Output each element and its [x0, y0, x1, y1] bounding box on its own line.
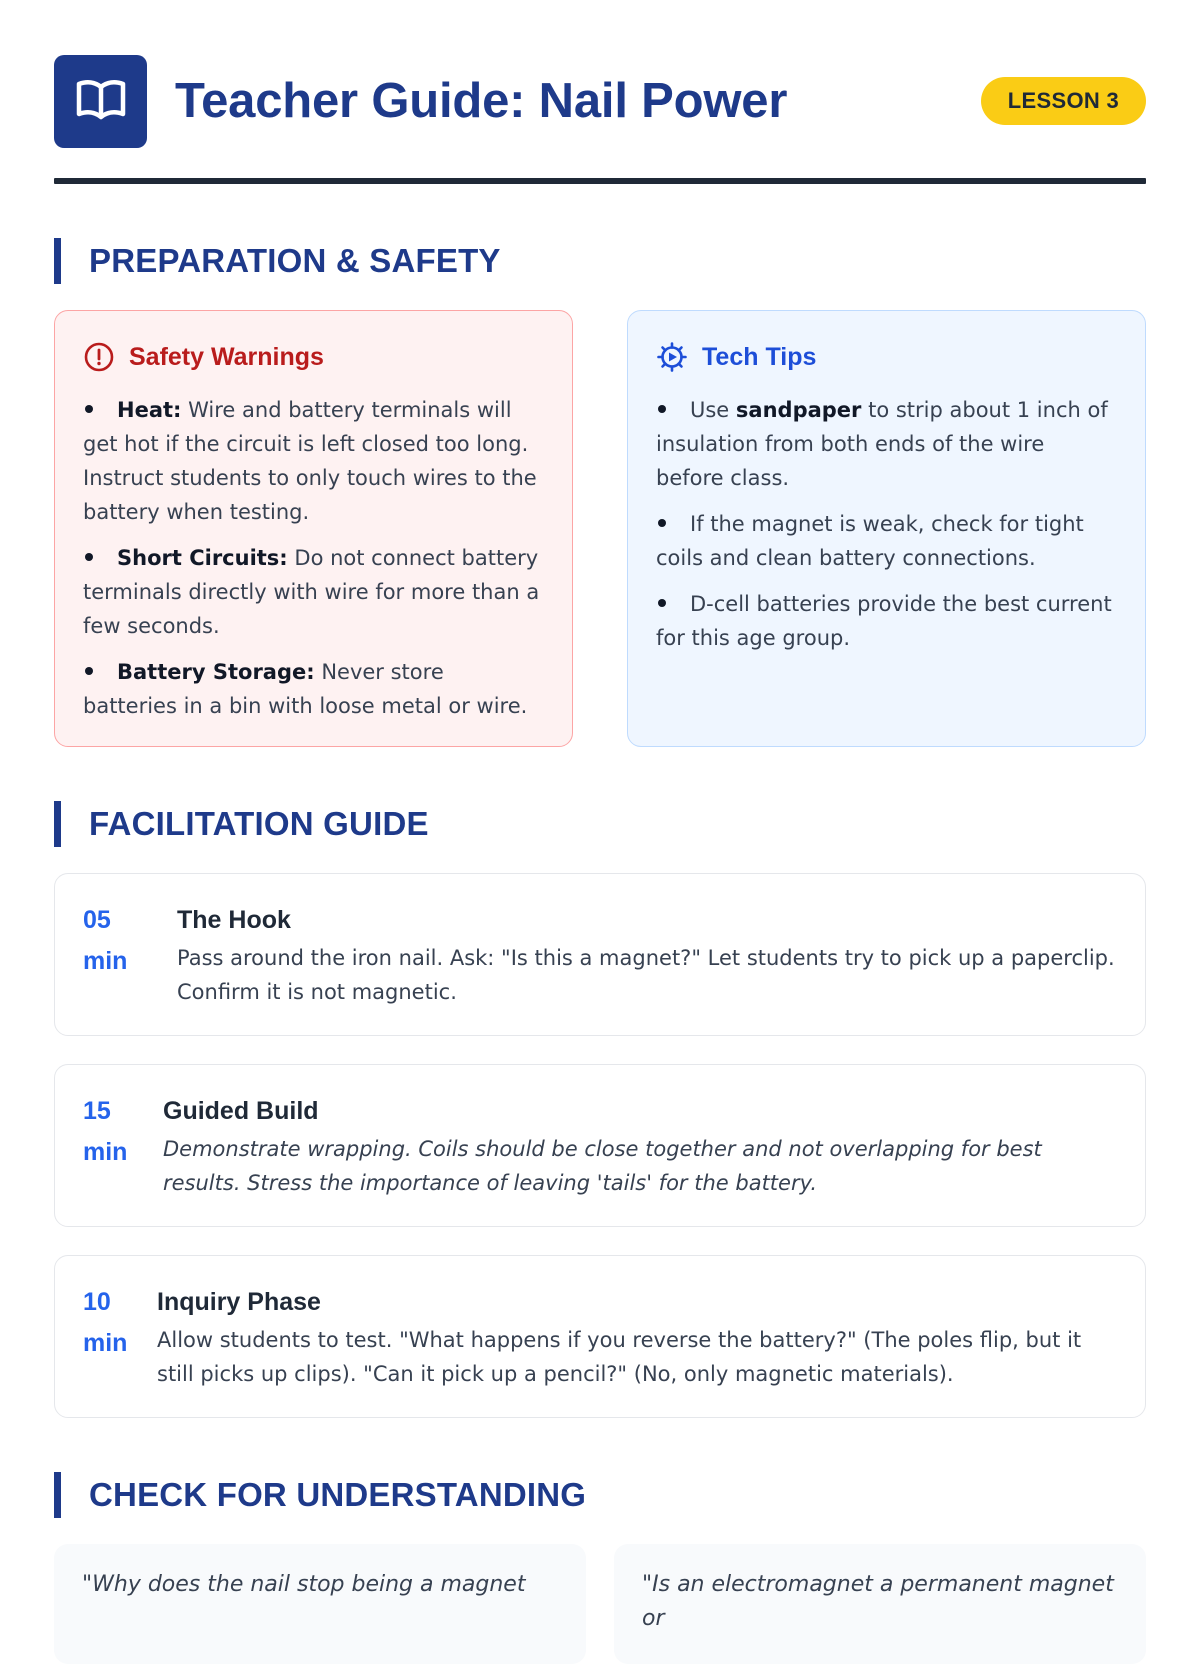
question-text: "Is an electromagnet a permanent magnet or: [642, 1572, 1114, 1631]
safety-card-header: [83, 341, 544, 373]
question-text: "Why does the nail stop being a magnet: [82, 1572, 526, 1597]
step-duration: 15 min: [83, 1097, 128, 1166]
tech-tips-card: [627, 310, 1146, 747]
question-card: [614, 1544, 1146, 1664]
open-book-icon: [54, 55, 147, 148]
step-duration: 05 min: [83, 906, 128, 975]
tips-card-header: [656, 341, 1117, 373]
timeline-step: [54, 1064, 1146, 1227]
step-body: [163, 1091, 1117, 1200]
question-cards: [54, 1544, 1146, 1664]
section-title: PREPARATION & SAFETY: [89, 242, 501, 279]
safety-item: Short Circuits: Do not connect battery terminals directly with wire for more than a few seconds.: [83, 546, 540, 638]
page-header: [54, 54, 1146, 148]
step-body: [157, 1282, 1117, 1391]
section-preparation: [54, 238, 1146, 284]
gear-icon: [656, 341, 688, 373]
question-card: [54, 1544, 586, 1664]
section-title: FACILITATION GUIDE: [89, 805, 429, 842]
tip-item: Use sandpaper to strip about 1 inch of insulation from both ends of the wire before class.: [656, 398, 1108, 490]
tip-item: If the magnet is weak, check for tight coils and clean battery connections.: [656, 512, 1084, 570]
alert-circle-icon: [83, 341, 115, 373]
safety-list: [83, 393, 544, 723]
lesson-badge: LESSON 3: [981, 77, 1146, 125]
section-accent-bar: [54, 1472, 61, 1518]
step-body: [163, 900, 1117, 1009]
safety-warnings-card: [54, 310, 573, 747]
tips-list: [656, 393, 1117, 655]
timeline-step: [54, 1255, 1146, 1418]
facilitation-steps: [54, 873, 1146, 1418]
page-title: Teacher Guide: Nail Power: [175, 74, 788, 128]
section-accent-bar: [54, 238, 61, 284]
section-title: CHECK FOR UNDERSTANDING: [89, 1476, 587, 1513]
section-accent-bar: [54, 801, 61, 847]
tips-card-title: Tech Tips: [702, 342, 817, 371]
step-description: Pass around the iron nail. Ask: "Is this a magnet?" Let students try to pick up a paperclip. Confirm it is not magnetic.: [177, 946, 1115, 1004]
step-description: Demonstrate wrapping. Coils should be close together and not overlapping for best results. Stress the importance of leaving 'tails' for the battery.: [163, 1137, 1042, 1195]
preparation-cards: [54, 310, 1146, 747]
step-title: Inquiry Phase: [157, 1288, 321, 1316]
timeline-step: [54, 873, 1146, 1036]
step-title: The Hook: [177, 906, 291, 934]
safety-card-title: Safety Warnings: [129, 342, 324, 371]
header-divider: [54, 178, 1146, 184]
tip-item: D-cell batteries provide the best current for this age group.: [656, 592, 1112, 650]
safety-item: Battery Storage: Never store batteries in a bin with loose metal or wire.: [83, 660, 528, 718]
safety-item: Heat: Wire and battery terminals will get hot if the circuit is left closed too long. Instruct students to only touch wires to the battery when testing.: [83, 398, 537, 524]
section-facilitation: [54, 801, 1146, 847]
step-duration: 10 min: [83, 1288, 128, 1357]
step-title: Guided Build: [163, 1097, 319, 1125]
step-description: Allow students to test. "What happens if you reverse the battery?" (The poles flip, but it still picks up clips). "Can it pick up a pencil?" (No, only magnetic materials).: [157, 1328, 1082, 1386]
section-understanding: [54, 1472, 1146, 1518]
